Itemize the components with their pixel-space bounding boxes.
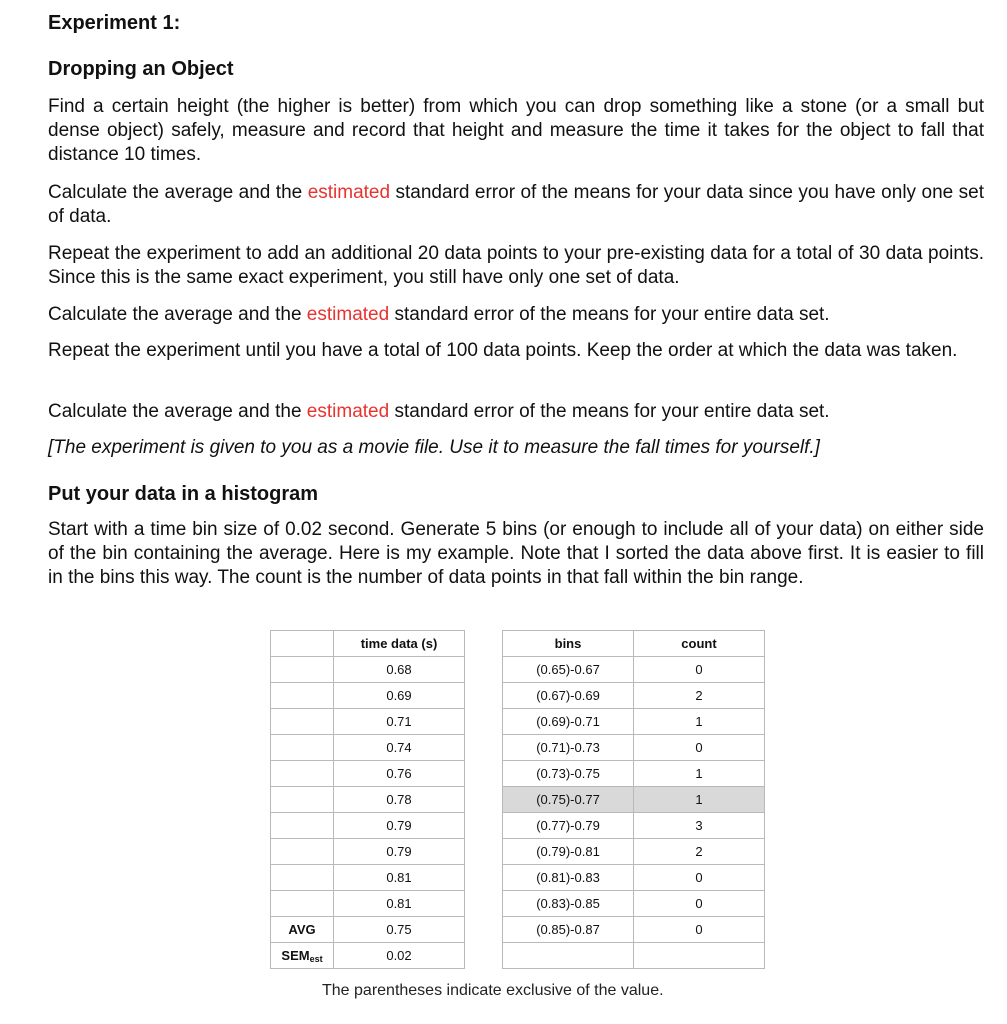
table-header-row — [503, 631, 765, 657]
time-data-table — [270, 630, 465, 969]
table-row — [503, 709, 765, 735]
text-fragment: Calculate the average and the — [48, 304, 307, 325]
sem-label — [271, 943, 334, 969]
sem-label-sub: est — [309, 953, 323, 964]
experiment-title: Experiment 1: — [48, 12, 181, 34]
time-data-header: time data (s) — [334, 631, 465, 657]
highlight-estimated: estimated — [306, 304, 390, 325]
paragraph-calc-average-1 — [48, 181, 984, 229]
section-title-dropping: Dropping an Object — [48, 58, 234, 80]
bin-count: 1 — [634, 709, 765, 735]
table-row-highlighted — [503, 787, 765, 813]
sem-value: 0.02 — [334, 943, 465, 969]
bin-range: (0.83)-0.85 — [503, 891, 634, 917]
table-row — [271, 839, 465, 865]
table-row — [271, 709, 465, 735]
bin-count: 1 — [634, 761, 765, 787]
table-cell — [271, 813, 334, 839]
bin-range: (0.67)-0.69 — [503, 683, 634, 709]
bin-range: (0.85)-0.87 — [503, 917, 634, 943]
sem-row — [271, 943, 465, 969]
table-cell — [271, 787, 334, 813]
bin-count: 2 — [634, 683, 765, 709]
table-cell — [271, 839, 334, 865]
paragraph-histogram-instructions: Start with a time bin size of 0.02 second. Generate 5 bins (or enough to include all of your data) on either side of the bin containing the average. Here is my example. Note that I sorted the data above first. It is easier to fill in the bins this way. The count is the number of data points in that fall within the bin range. — [48, 519, 984, 588]
text-fragment: standard error of the means for your data since you have only one set of data. — [48, 182, 984, 227]
table-cell — [271, 709, 334, 735]
bins-table — [502, 630, 765, 969]
bin-range: (0.75)-0.77 — [503, 787, 634, 813]
text-fragment: Calculate the average and the — [48, 401, 307, 422]
bin-count: 3 — [634, 813, 765, 839]
table-caption: The parentheses indicate exclusive of the value. — [322, 982, 664, 999]
table-row — [503, 891, 765, 917]
bin-range: (0.77)-0.79 — [503, 813, 634, 839]
bins-header: bins — [503, 631, 634, 657]
table-row — [503, 683, 765, 709]
bin-range: (0.73)-0.75 — [503, 761, 634, 787]
section-histogram — [48, 483, 984, 506]
table-row — [271, 683, 465, 709]
sem-label-main: SEM — [281, 947, 310, 963]
table-row — [271, 657, 465, 683]
paragraph-calc-average-2 — [48, 303, 984, 327]
paragraph-calc-average-3 — [48, 400, 984, 424]
time-value: 0.81 — [334, 891, 465, 917]
avg-row — [271, 917, 465, 943]
bin-count: 0 — [634, 657, 765, 683]
time-value: 0.79 — [334, 813, 465, 839]
bin-count: 0 — [634, 865, 765, 891]
bin-range: (0.81)-0.83 — [503, 865, 634, 891]
text-fragment: standard error of the means for your entire data set. — [389, 304, 830, 325]
table-row — [271, 735, 465, 761]
table-cell — [271, 891, 334, 917]
table-cell — [271, 683, 334, 709]
table-row — [503, 865, 765, 891]
section-dropping — [48, 58, 984, 81]
table-cell — [271, 735, 334, 761]
table-row — [271, 865, 465, 891]
table-row — [271, 813, 465, 839]
highlight-estimated: estimated — [306, 401, 390, 422]
table-cell — [271, 631, 334, 657]
bin-count: 0 — [634, 891, 765, 917]
section-title-histogram: Put your data in a histogram — [48, 483, 319, 505]
paragraph-find-height: Find a certain height (the higher is better) from which you can drop something like a stone (or a small but dense object) safely, measure and record that height and measure the time it takes for the object to fall that distance 10 times. — [48, 96, 984, 165]
count-header: count — [634, 631, 765, 657]
table-row — [503, 657, 765, 683]
table-row — [271, 761, 465, 787]
avg-value: 0.75 — [334, 917, 465, 943]
table-row — [503, 839, 765, 865]
bin-count: 1 — [634, 787, 765, 813]
time-value: 0.74 — [334, 735, 465, 761]
table-cell — [271, 761, 334, 787]
table-row-empty — [503, 943, 765, 969]
bin-range: (0.79)-0.81 — [503, 839, 634, 865]
paragraph-repeat-100: Repeat the experiment until you have a total of 100 data points. Keep the order at which the data was taken. — [48, 340, 958, 361]
time-value: 0.81 — [334, 865, 465, 891]
highlight-estimated: estimated — [307, 182, 391, 203]
bin-count: 2 — [634, 839, 765, 865]
table-row — [503, 917, 765, 943]
time-value: 0.71 — [334, 709, 465, 735]
text-fragment: Calculate the average and the — [48, 182, 308, 203]
time-value: 0.69 — [334, 683, 465, 709]
bin-range: (0.69)-0.71 — [503, 709, 634, 735]
table-cell — [503, 943, 634, 969]
bin-range: (0.65)-0.67 — [503, 657, 634, 683]
table-row — [271, 891, 465, 917]
table-header-row — [271, 631, 465, 657]
bin-count: 0 — [634, 917, 765, 943]
paragraph-repeat-30: Repeat the experiment to add an additional 20 data points to your pre-existing data for a total of 30 data points. Since this is the same exact experiment, you still have only one set of data. — [48, 243, 984, 288]
table-row — [503, 735, 765, 761]
paragraph-movie-note: [The experiment is given to you as a movie file. Use it to measure the fall times for yourself.] — [48, 437, 820, 458]
time-value: 0.79 — [334, 839, 465, 865]
text-fragment: standard error of the means for your entire data set. — [389, 401, 830, 422]
table-cell — [271, 865, 334, 891]
table-row — [503, 761, 765, 787]
table-cell — [271, 657, 334, 683]
table-cell — [634, 943, 765, 969]
table-row — [503, 813, 765, 839]
bin-range: (0.71)-0.73 — [503, 735, 634, 761]
time-value: 0.78 — [334, 787, 465, 813]
time-value: 0.76 — [334, 761, 465, 787]
table-row — [271, 787, 465, 813]
avg-label: AVG — [271, 917, 334, 943]
bin-count: 0 — [634, 735, 765, 761]
time-value: 0.68 — [334, 657, 465, 683]
